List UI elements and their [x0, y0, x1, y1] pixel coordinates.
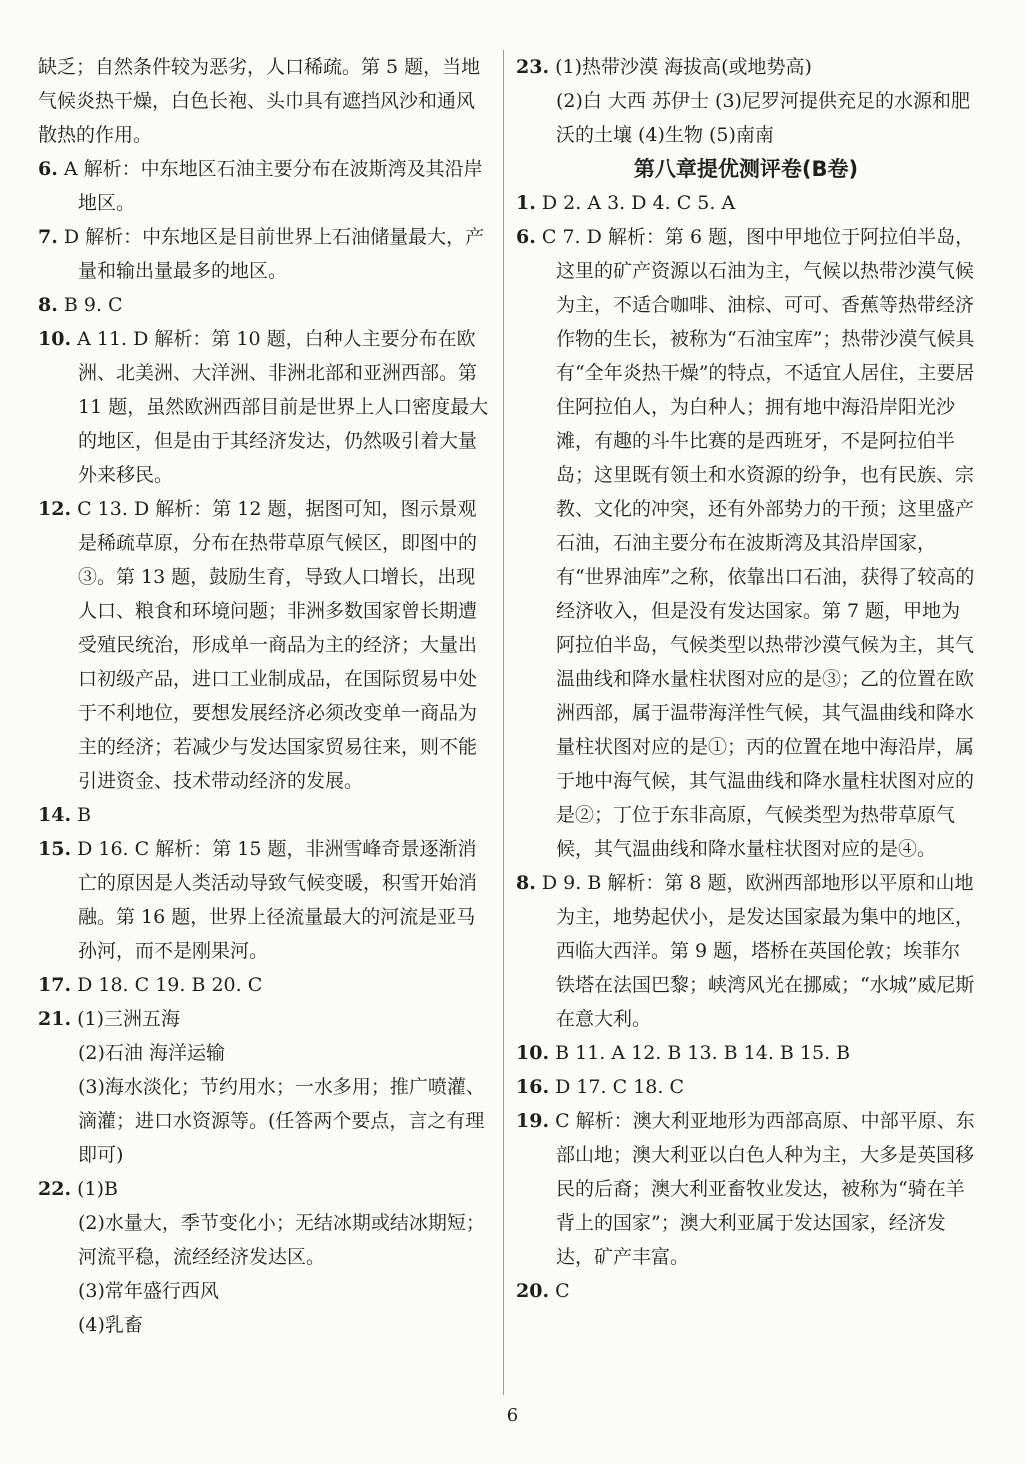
answer-entry — [516, 50, 976, 84]
answer-entry — [516, 1036, 976, 1070]
entry-text: D 18. C 19. B 20. C — [77, 974, 263, 996]
entry-text: (1)热带沙漠 海拔高(或地势高) — [555, 56, 812, 78]
entry-text: C 13. D 解析：第 12 题，据图可知，图示景观是稀疏草原，分布在热带草原气候区，即图中的③。第 13 题，鼓励生育，导致人口增长，出现人口、粮食和环境问题；非洲多数国家曾长期遭受殖民统治，形成单一商品为主的经济；大量出口初级产品，进口工业制成品，在国际贸易中处于不利地位，要想发展经济必须改变单一商品为主的经济；若减少与发达国家贸易往来，则不能引进资金、技术带动经济的发展。 — [77, 498, 478, 792]
entry-number: 10. — [38, 328, 72, 350]
entry-text: (3)常年盛行西风 — [78, 1280, 219, 1302]
answer-entry — [38, 288, 490, 322]
answer-subitem — [516, 84, 976, 152]
entry-text: (4)乳畜 — [78, 1314, 143, 1336]
entry-text: A 11. D 解析：第 10 题，白种人主要分布在欧洲、北美洲、大洋洲、非洲北部和亚洲西部。第 11 题，虽然欧洲西部目前是世界上人口密度最大的地区，但是由于其经济发达，仍然吸引着大量外来移民。 — [77, 328, 489, 486]
entry-number: 7. — [38, 226, 58, 248]
answer-subitem — [38, 1274, 490, 1308]
entry-text: C 7. D 解析：第 6 题，图中甲地位于阿拉伯半岛，这里的矿产资源以石油为主，气候以热带沙漠气候为主，不适合咖啡、油棕、可可、香蕉等热带经济作物的生长，被称为“石油宝库”；热带沙漠气候具有“全年炎热干燥”的特点，不适宜人居住，主要居住阿拉伯人，为白种人；拥有地中海沿岸阳光沙滩，有趣的斗牛比赛的是西班牙，不是阿拉伯半岛；这里既有领土和水资源的纷争，也有民族、宗教、文化的冲突，还有外部势力的干预；这里盛产石油，石油主要分布在波斯湾及其沿岸国家，有“世界油库”之称，依靠出口石油，获得了较高的经济收入，但是没有发达国家。第 7 题，甲地为阿拉伯半岛，气候类型以热带沙漠气候为主，其气温曲线和降水量柱状图对应的是③；乙的位置在欧洲西部，属于温带海洋性气候，其气温曲线和降水量柱状图对应的是①；丙的位置在地中海沿岸，属于地中海气候，其气温曲线和降水量柱状图对应的是②；丁位于东非高原，气候类型为热带草原气候，其气温曲线和降水量柱状图对应的是④。 — [541, 226, 975, 860]
entry-text: D 解析：中东地区是目前世界上石油储量最大，产量和输出量最多的地区。 — [63, 226, 485, 282]
entry-text: B 9. C — [63, 294, 123, 316]
entry-text: D 16. C 解析：第 15 题，非洲雪峰奇景逐渐消亡的原因是人类活动导致气候变暖，积雪开始消融。第 16 题，世界上径流量最大的河流是亚马孙河，而不是刚果河。 — [77, 838, 478, 962]
answer-entry — [38, 322, 490, 492]
answer-entry — [516, 1274, 976, 1308]
answer-entry — [516, 1104, 976, 1274]
answer-entry — [38, 152, 490, 220]
entry-number: 22. — [38, 1178, 72, 1200]
entry-text: C 解析：澳大利亚地形为西部高原、中部平原、东部山地；澳大利亚以白色人种为主，大多是英国移民的后裔；澳大利亚畜牧业发达，被称为“骑在羊背上的国家”；澳大利亚属于发达国家，经济发达，矿产丰富。 — [555, 1110, 975, 1268]
column-divider — [503, 50, 504, 1395]
entry-text: D 9. B 解析：第 8 题，欧洲西部地形以平原和山地为主，地势起伏小，是发达国家最为集中的地区，西临大西洋。第 9 题，塔桥在英国伦敦；埃菲尔铁塔在法国巴黎；峡湾风光在挪威；“水城”威尼斯在意大利。 — [541, 872, 975, 1030]
entry-number: 6. — [516, 226, 536, 248]
entry-number: 8. — [38, 294, 58, 316]
entry-text: D 17. C 18. C — [555, 1076, 685, 1098]
entry-text: B 11. A 12. B 13. B 14. B 15. B — [555, 1042, 851, 1064]
entry-number: 23. — [516, 56, 550, 78]
entry-text: 缺乏；自然条件较为恶劣，人口稀疏。第 5 题，当地气候炎热干燥，白色长袍、头巾具有遮挡风沙和通风散热的作用。 — [38, 56, 481, 146]
entry-number: 15. — [38, 838, 72, 860]
entry-number: 1. — [516, 192, 536, 214]
entry-text: A 解析：中东地区石油主要分布在波斯湾及其沿岸地区。 — [63, 158, 483, 214]
entry-number: 21. — [38, 1008, 72, 1030]
entry-number: 16. — [516, 1076, 550, 1098]
entry-text: (3)海水淡化；节约用水；一水多用；推广喷灌、滴灌；进口水资源等。(任答两个要点，言之有理即可) — [78, 1076, 485, 1166]
answer-entry — [38, 968, 490, 1002]
answer-entry — [38, 492, 490, 798]
answer-entry — [516, 866, 976, 1036]
answer-entry — [38, 798, 490, 832]
answer-entry — [516, 220, 976, 866]
entry-number: 8. — [516, 872, 536, 894]
page-number: 6 — [506, 1405, 519, 1426]
answer-subitem — [38, 1070, 490, 1172]
section-title: 第八章提优测评卷(B卷) — [633, 157, 859, 181]
entry-number: 12. — [38, 498, 72, 520]
answer-entry — [516, 186, 976, 220]
entry-text: (2)石油 海洋运输 — [78, 1042, 225, 1064]
answer-entry — [38, 1002, 490, 1036]
entry-text: D 2. A 3. D 4. C 5. A — [541, 192, 736, 214]
answer-subitem — [38, 1036, 490, 1070]
answer-entry — [38, 832, 490, 968]
entry-number: 14. — [38, 804, 72, 826]
left-column — [38, 50, 490, 1342]
entry-text: (1)B — [77, 1178, 118, 1200]
entry-number: 20. — [516, 1280, 550, 1302]
entry-text: (1)三洲五海 — [77, 1008, 181, 1030]
entry-text: B — [77, 804, 92, 826]
entry-text: C — [555, 1280, 570, 1302]
right-column — [516, 50, 976, 1308]
answer-entry — [38, 1172, 490, 1206]
answer-subitem — [38, 1206, 490, 1274]
entry-text: (2)白 大西 苏伊士 (3)尼罗河提供充足的水源和肥沃的土壤 (4)生物 (5)南南 — [556, 90, 970, 146]
answer-entry — [38, 50, 490, 152]
entry-text: (2)水量大，季节变化小；无结冰期或结冰期短；河流平稳，流经经济发达区。 — [78, 1212, 485, 1268]
answer-subitem — [38, 1308, 490, 1342]
entry-number: 6. — [38, 158, 58, 180]
answer-entry — [38, 220, 490, 288]
entry-number: 17. — [38, 974, 72, 996]
answer-entry — [516, 1070, 976, 1104]
entry-number: 19. — [516, 1110, 550, 1132]
entry-number: 10. — [516, 1042, 550, 1064]
